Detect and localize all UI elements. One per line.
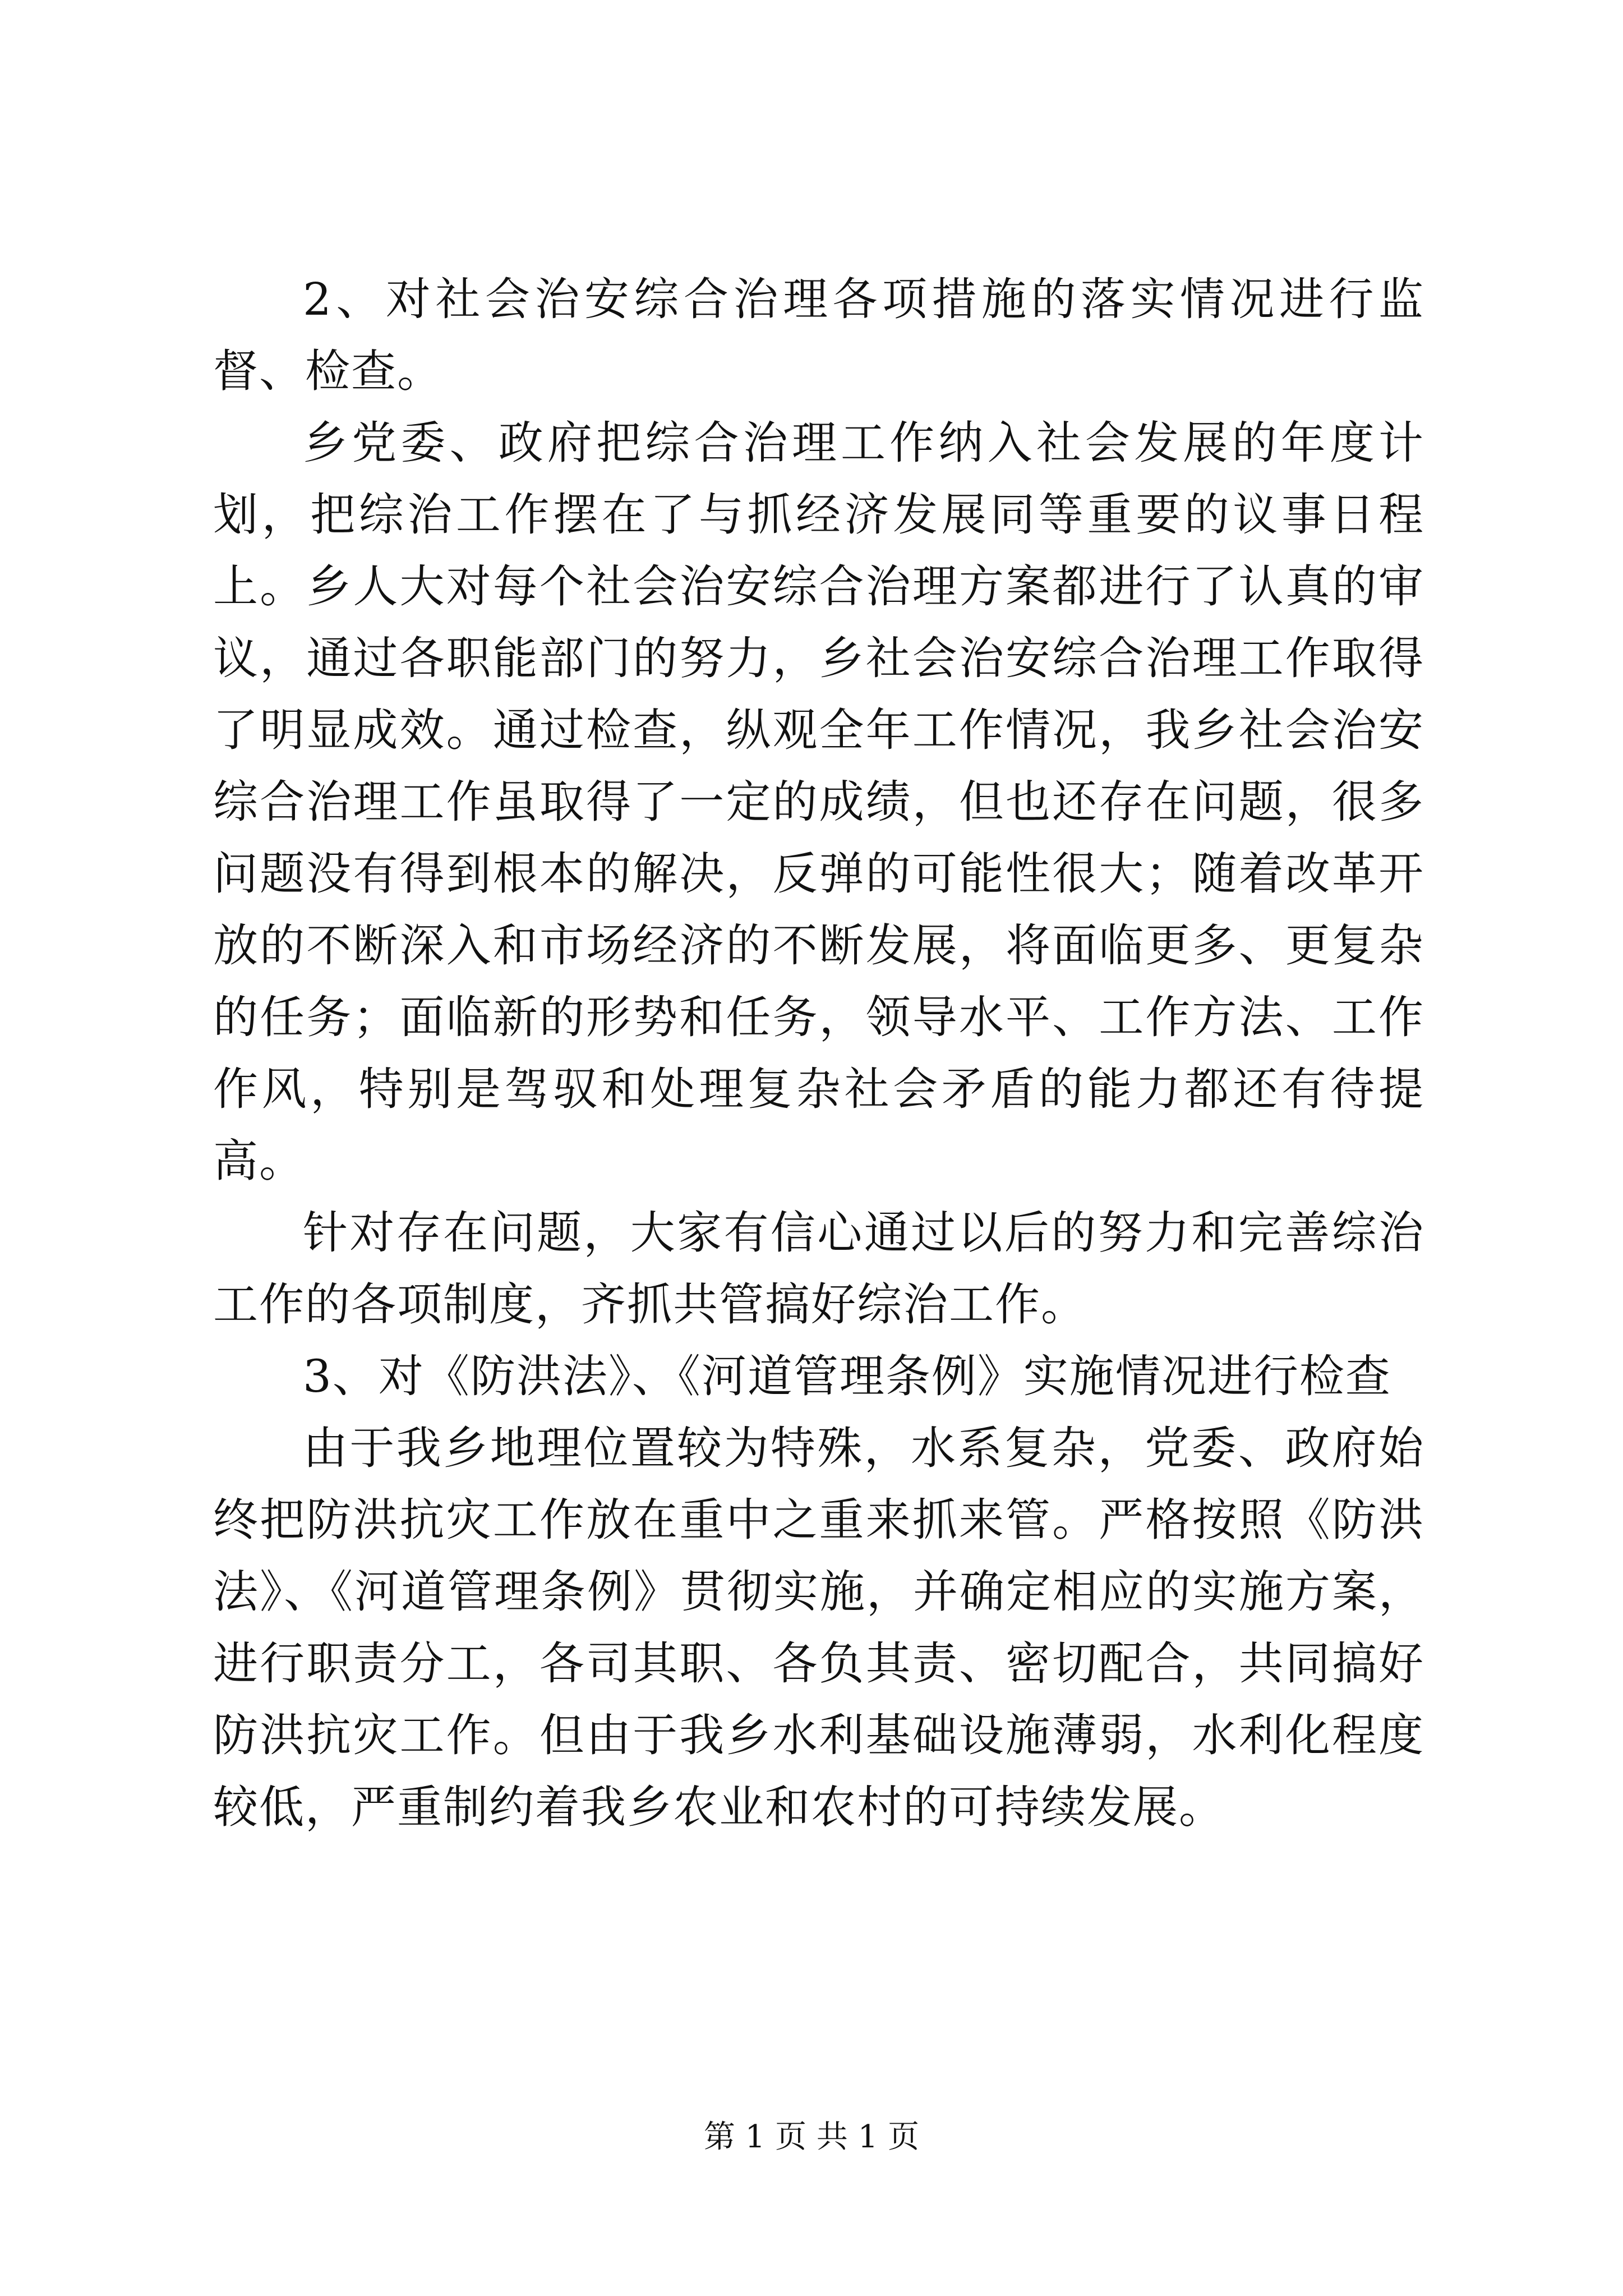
document-body — [213, 264, 1424, 1843]
paragraph-section-2-heading: 2、对社会治安综合治理各项措施的落实情况进行监督、检查。 — [213, 273, 1424, 397]
paragraph-flood-control: 由于我乡地理位置较为特殊，水系复杂，党委、政府始终把防洪抗灾工作放在重中之重来抓来管。严格按照《防洪法》、《河道管理条例》贯彻实施，并确定相应的实施方案，进行职责分工，各司其职、各负其责、密切配合，共同搞好防洪抗灾工作。但由于我乡水利基础设施薄弱，水利化程度较低，严重制约着我乡农业和农村的可持续发展。 — [213, 1422, 1424, 1833]
page-footer: 第 1 页 共 1 页 — [703, 2119, 920, 2155]
paragraph-section-3-heading: 3、对《防洪法》、《河道管理条例》实施情况进行检查 — [303, 1350, 1391, 1402]
paragraph-comprehensive-governance: 乡党委、政府把综合治理工作纳入社会发展的年度计划，把综治工作摆在了与抓经济发展同等重要的议事日程上。乡人大对每个社会治安综合治理方案都进行了认真的审议，通过各职能部门的努力，乡社会治安综合治理工作取得了明显成效。通过检查，纵观全年工作情况，我乡社会治安综合治理工作虽取得了一定的成绩，但也还存在问题，很多问题没有得到根本的解决，反弹的可能性很大；随着改革开放的不断深入和市场经济的不断发展，将面临更多、更复杂的任务；面临新的形势和任务，领导水平、工作方法、工作作风，特别是驾驭和处理复杂社会矛盾的能力都还有待提高。 — [213, 417, 1424, 1187]
paragraph-improvement-plan: 针对存在问题，大家有信心通过以后的努力和完善综治工作的各项制度，齐抓共管搞好综治工作。 — [213, 1207, 1424, 1331]
